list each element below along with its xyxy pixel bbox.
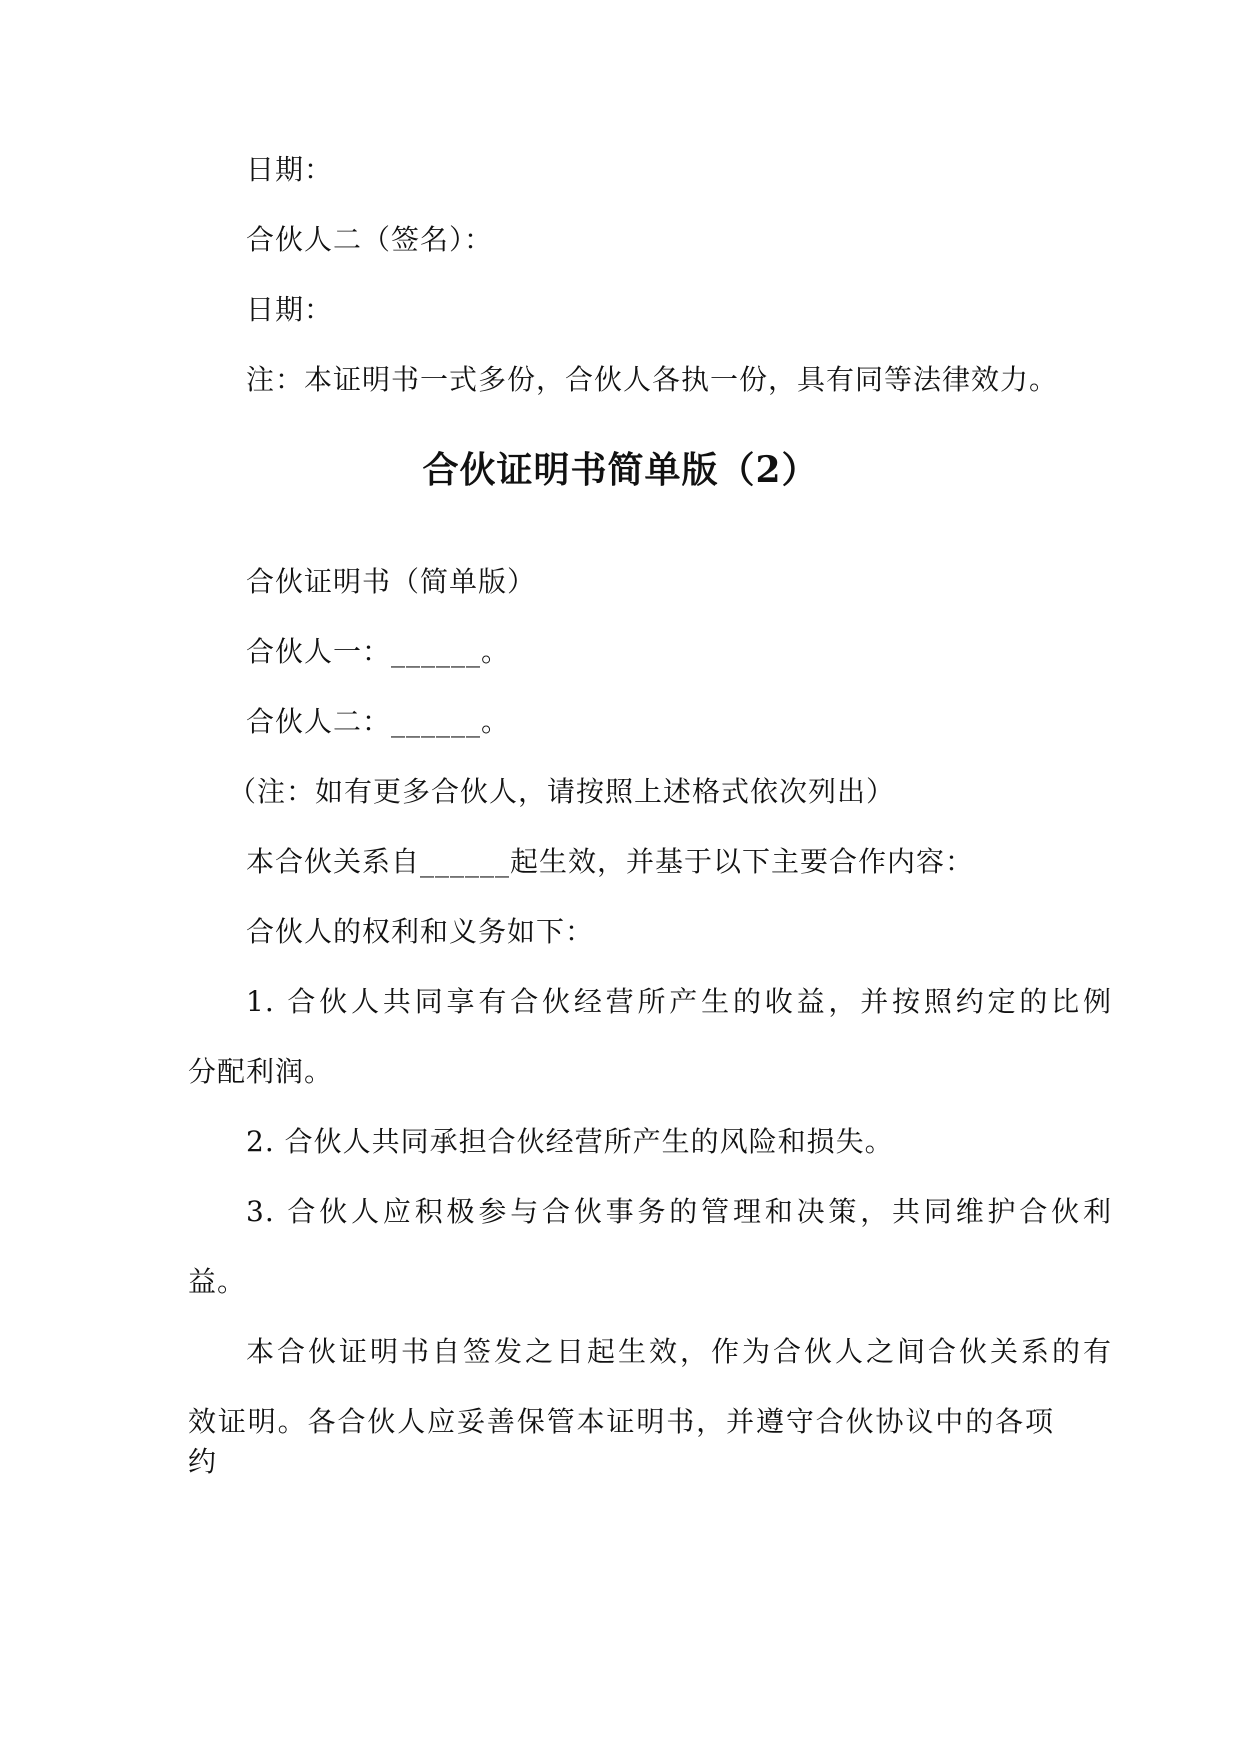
item-1-line-2: 分配利润。 [188,1055,334,1088]
note-line: 注：本证明书一式多份，合伙人各执一份，具有同等法律效力。 [246,363,1059,396]
partner-two-line: 合伙人二：______。 [246,705,511,738]
partner-one-line: 合伙人一：______。 [246,635,511,668]
more-partners-note: （注：如有更多合伙人，请按照上述格式依次列出） [228,775,896,808]
document-title: 合伙证明书简单版（2） [422,449,819,491]
closing-line-2: 效证明。各合伙人应妥善保管本证明书，并遵守合伙协议中的各项约 [188,1405,1054,1478]
item-3-line-1: 3. 合伙人应积极参与合伙事务的管理和决策，共同维护合伙利 [246,1195,1112,1228]
effective-date-line: 本合伙关系自______起生效，并基于以下主要合作内容： [246,845,975,878]
rights-duties-heading: 合伙人的权利和义务如下： [246,915,595,948]
partner-two-signature-line: 合伙人二（签名）： [246,223,494,256]
item-2: 2. 合伙人共同承担合伙经营所产生的风险和损失。 [246,1125,894,1158]
item-3-line-2: 益。 [188,1265,247,1298]
subtitle-line: 合伙证明书（简单版） [246,565,537,598]
item-1-line-1: 1. 合伙人共同享有合伙经营所产生的收益，并按照约定的比例 [246,985,1112,1018]
closing-line-1: 本合伙证明书自签发之日起生效，作为合伙人之间合伙关系的有 [246,1335,1112,1368]
date-line-2: 日期： [246,293,334,326]
date-line-1: 日期： [246,153,334,186]
